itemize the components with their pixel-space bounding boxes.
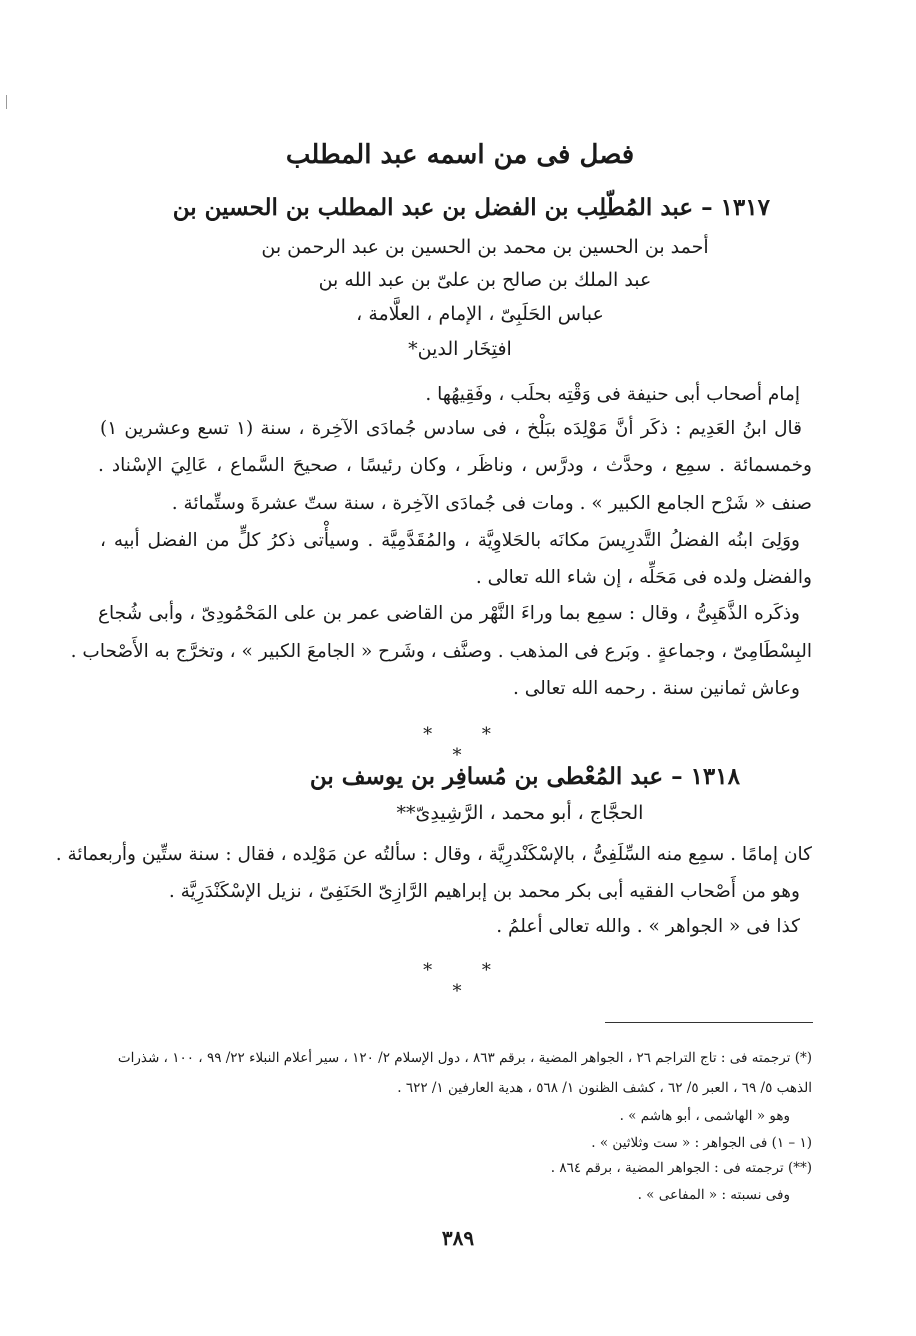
footnote-line: الذهب ٥/ ٦٩ ، العبر ٥/ ٦٢ ، كشف الظنون ١/ ٥٦٨ ، هدية العارفين ١/ ٦٢٢ . [397,1080,812,1096]
entry-1317-paragraph-line: صنف « شَرْح الجامع الكبير » . ومات فى جُمادَى الآخِرة ، سنة ستّ عشرةَ وستِّمائة . [171,493,812,514]
entry-1318-paragraph-line: كذا فى « الجواهر » . والله تعالى أعلمُ . [496,916,800,937]
footnote-line: (١ – ١) فى الجواهر : « ست وثلاثين » . [591,1135,812,1151]
entry-1318-paragraph-line: كان إمامًا . سمِع منه السِّلَفِىُّ ، بالإسْكَنْدرِيَّة ، وقال : سألتُه عن مَوْلِده ، فقال : سنة ستِّين وأربعمائة . [55,844,812,865]
footnote-line: (**) ترجمته فى : الجواهر المضية ، برقم ٨٦٤ . [550,1160,812,1176]
footnote-line: (*) ترجمته فى : تاج التراجم ٢٦ ، الجواهر المضية ، برقم ٨٦٣ ، دول الإسلام ٢/ ١٢٠ ، سير أعلام النبلاء ٢٢/ ٩٩ ، ١٠٠ ، شذرات [117,1050,812,1066]
footnote-line: وفى نسبته : « المفاعى » . [637,1187,790,1203]
entry-1318-paragraph-line: وهو من أَصْحاب الفقيه أبى بكر محمد بن إبراهيم الرَّازِىّ الحَنَفِىّ ، نزيل الإسْكَنْدَرِيَّة . [168,881,800,902]
entry-1317-lineage-line: عبد الملك بن صالح بن علىّ بن عبد الله بن [318,269,652,291]
section-separator: * * * [423,724,513,766]
entry-1318-lineage-line: الحجَّاج ، أبو محمد ، الرَّشِيدِىّ** [396,802,644,824]
entry-1317-paragraph-line: وذكَره الذَّهَبِىُّ ، وقال : سمِع بما وراءَ النَّهْر من القاضى عمر بن على المَحْمُودِىّ ، وأبى شُجاع [98,603,800,624]
entry-1317-paragraph-line: وعاش ثمانين سنة . رحمه الله تعالى . [513,678,800,699]
entry-1317-paragraph-line: قال ابنُ العَدِيم : ذكَر أنَّ مَوْلِدَه ببَلْخ ، فى سادس جُمادَى الآخِرة ، سنة (١ تسع وعشرين ١) [100,418,802,439]
entry-1318-heading: ١٣١٨ – عبد المُعْطى بن مُسافِر بن يوسف بن [309,763,740,790]
entry-1317-lineage-line: أحمد بن الحسين بن محمد بن الحسين بن عبد الرحمن بن [261,236,709,258]
entry-1317-paragraph-line: إمام أصحاب أبى حنيفة فى وَقْتِه بحلَب ، وفَقِيهُها . [425,384,800,405]
footnote-rule [605,1022,813,1023]
section-title: فصل فى من اسمه عبد المطلب [285,140,635,170]
entry-end-separator: * * * [423,960,513,1002]
entry-1317-paragraph-line: ووَلِىَ ابنُه الفضلُ التَّدرِيسَ مكانَه بالحَلاوِيَّة ، والمُقَدَّمِيَّة . وسيأْتى ذكرُ كلٍّ من الفضل أبيه ، [100,530,800,551]
entry-1317-heading: ١٣١٧ – عبد المُطّلِب بن الفضل بن عبد المطلب بن الحسين بن [172,194,770,221]
entry-1317-paragraph-line: والفضل ولده فى مَحَلِّه ، إن شاء الله تعالى . [475,567,812,588]
entry-1317-paragraph-line: وخمسمائة . سمِع ، وحدَّث ، ودرَّس ، وناظَر ، وكان رئيسًا ، صحيحَ السَّماع ، عَالِيَ الإسْناد . [98,455,812,476]
footnote-line: وهو « الهاشمى ، أبو هاشم » . [619,1108,790,1124]
entry-1317-lineage-line: افتِخَار الدين* [408,338,512,360]
entry-1317-lineage-line: عباس الحَلَبِىّ ، الإمام ، العلَّامة ، [356,303,604,325]
margin-mark [6,95,7,109]
entry-1317-paragraph-line: البِسْطَامِىّ ، وجماعةٍ . وبَرع فى المذهب . وصنَّف ، وشَرح « الجامعَ الكبير » ، وتخرَّج به الأَصْحاب . [70,641,812,662]
page-number: ٣٨٩ [441,1226,475,1250]
